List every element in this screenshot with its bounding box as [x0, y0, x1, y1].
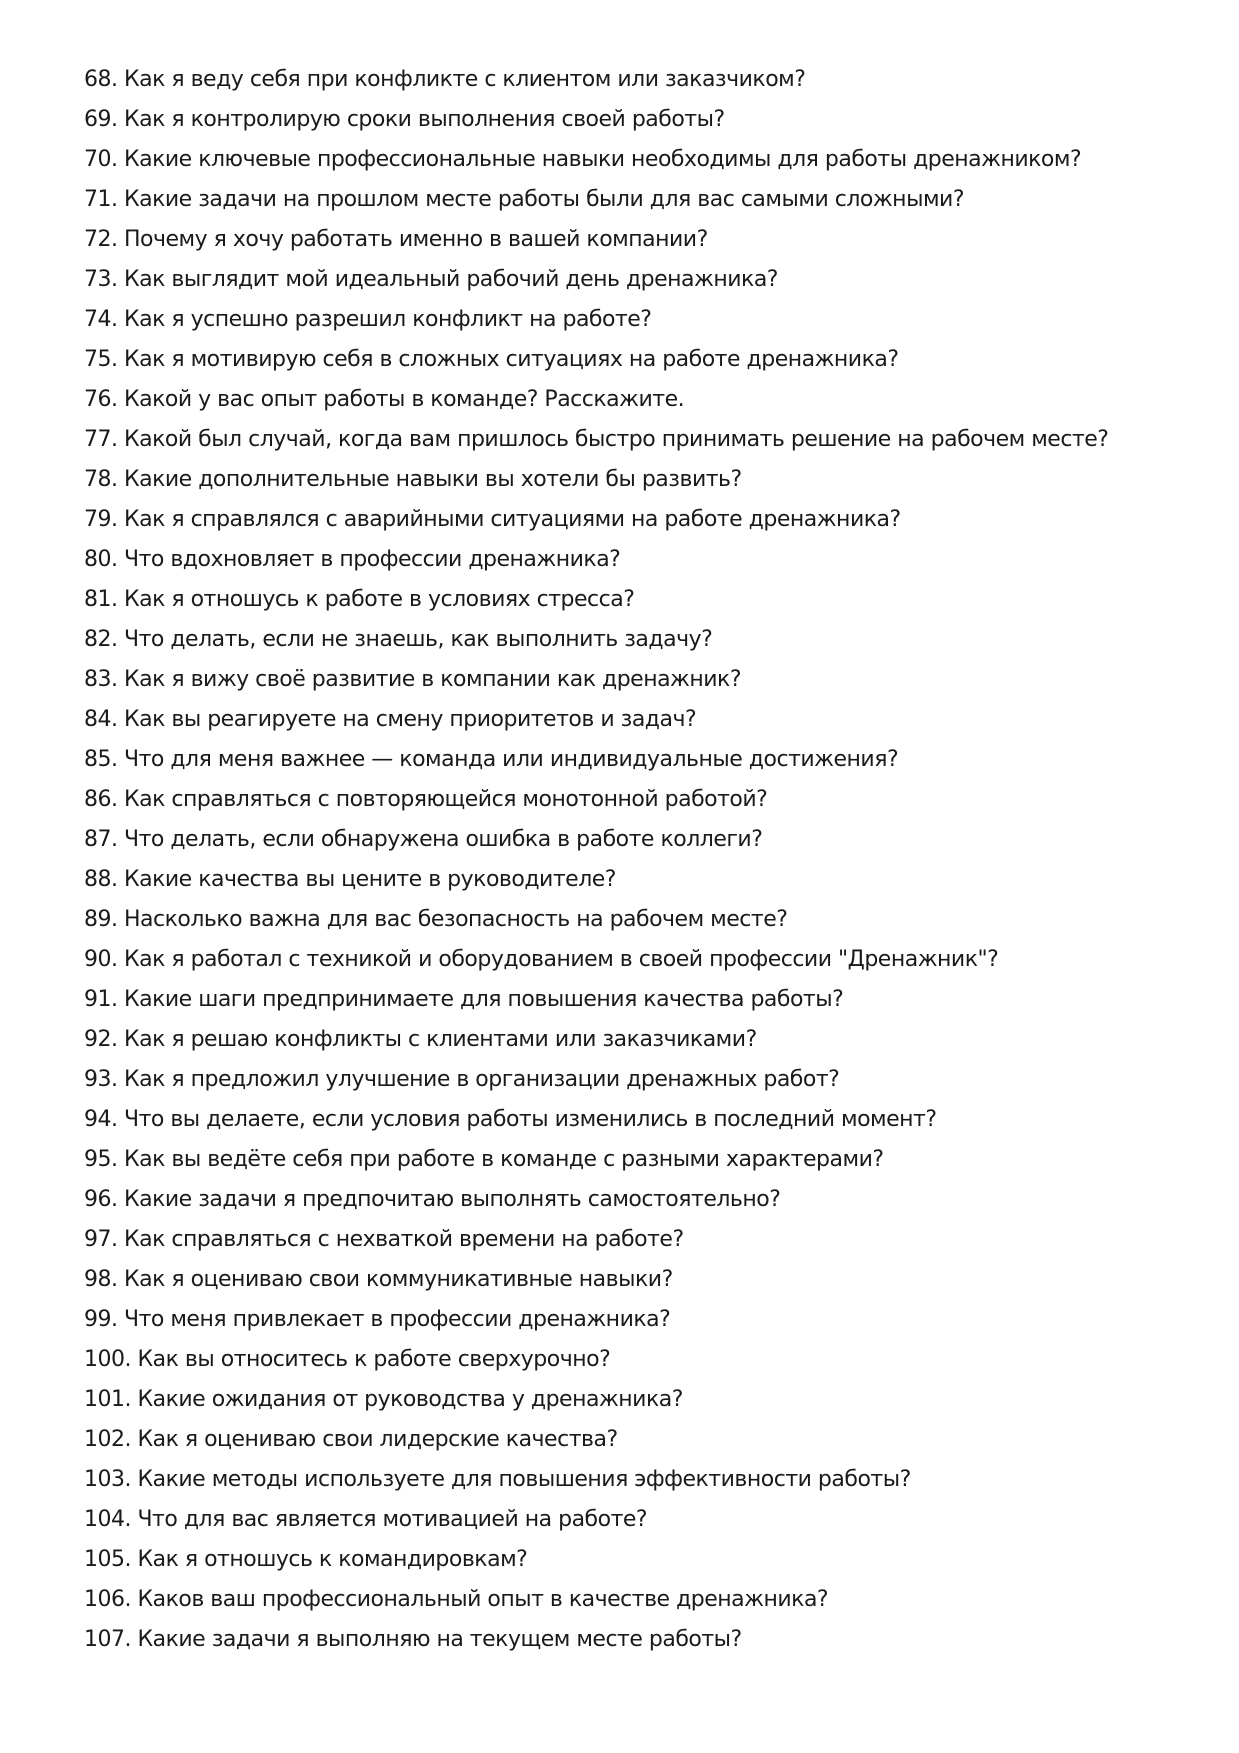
question-item: 76. Какой у вас опыт работы в команде? Расскажите.: [84, 387, 685, 412]
question-item: 87. Что делать, если обнаружена ошибка в работе коллеги?: [84, 827, 763, 852]
question-item: 93. Как я предложил улучшение в организации дренажных работ?: [84, 1067, 840, 1092]
question-item: 68. Как я веду себя при конфликте с клиентом или заказчиком?: [84, 67, 806, 92]
question-item: 102. Как я оцениваю свои лидерские качества?: [84, 1427, 618, 1452]
question-item: 91. Какие шаги предпринимаете для повышения качества работы?: [84, 987, 844, 1012]
question-item: 94. Что вы делаете, если условия работы изменились в последний момент?: [84, 1107, 937, 1132]
question-item: 73. Как выглядит мой идеальный рабочий день дренажника?: [84, 267, 778, 292]
question-item: 104. Что для вас является мотивацией на работе?: [84, 1507, 648, 1532]
question-item: 82. Что делать, если не знаешь, как выполнить задачу?: [84, 627, 713, 652]
question-item: 97. Как справляться с нехваткой времени на работе?: [84, 1227, 684, 1252]
question-item: 92. Как я решаю конфликты с клиентами или заказчиками?: [84, 1027, 757, 1052]
question-list: [84, 60, 1184, 1660]
question-item: 96. Какие задачи я предпочитаю выполнять самостоятельно?: [84, 1187, 781, 1212]
question-item: 98. Как я оцениваю свои коммуникативные навыки?: [84, 1267, 673, 1292]
question-item: 77. Какой был случай, когда вам пришлось быстро принимать решение на рабочем месте?: [84, 427, 1109, 452]
question-item: 71. Какие задачи на прошлом месте работы были для вас самыми сложными?: [84, 187, 965, 212]
question-item: 72. Почему я хочу работать именно в вашей компании?: [84, 227, 708, 252]
question-item: 88. Какие качества вы цените в руководителе?: [84, 867, 616, 892]
question-item: 79. Как я справлялся с аварийными ситуациями на работе дренажника?: [84, 507, 901, 532]
question-item: 69. Как я контролирую сроки выполнения своей работы?: [84, 107, 725, 132]
question-item: 106. Каков ваш профессиональный опыт в качестве дренажника?: [84, 1587, 829, 1612]
question-item: 105. Как я отношусь к командировкам?: [84, 1547, 528, 1572]
question-item: 85. Что для меня важнее — команда или индивидуальные достижения?: [84, 747, 899, 772]
question-item: 95. Как вы ведёте себя при работе в команде с разными характерами?: [84, 1147, 884, 1172]
question-item: 107. Какие задачи я выполняю на текущем месте работы?: [84, 1627, 742, 1652]
question-item: 84. Как вы реагируете на смену приоритетов и задач?: [84, 707, 697, 732]
question-item: 100. Как вы относитесь к работе сверхурочно?: [84, 1347, 611, 1372]
question-item: 83. Как я вижу своё развитие в компании как дренажник?: [84, 667, 742, 692]
question-item: 101. Какие ожидания от руководства у дренажника?: [84, 1387, 683, 1412]
question-item: 103. Какие методы используете для повышения эффективности работы?: [84, 1467, 911, 1492]
question-item: 74. Как я успешно разрешил конфликт на работе?: [84, 307, 652, 332]
question-item: 89. Насколько важна для вас безопасность на рабочем месте?: [84, 907, 788, 932]
question-item: 86. Как справляться с повторяющейся монотонной работой?: [84, 787, 768, 812]
question-item: 81. Как я отношусь к работе в условиях стресса?: [84, 587, 635, 612]
question-item: 80. Что вдохновляет в профессии дренажника?: [84, 547, 621, 572]
question-item: 78. Какие дополнительные навыки вы хотели бы развить?: [84, 467, 742, 492]
question-item: 70. Какие ключевые профессиональные навыки необходимы для работы дренажником?: [84, 147, 1082, 172]
question-item: 99. Что меня привлекает в профессии дренажника?: [84, 1307, 671, 1332]
question-item: 75. Как я мотивирую себя в сложных ситуациях на работе дренажника?: [84, 347, 899, 372]
question-item: 90. Как я работал с техникой и оборудованием в своей профессии "Дренажник"?: [84, 947, 999, 972]
